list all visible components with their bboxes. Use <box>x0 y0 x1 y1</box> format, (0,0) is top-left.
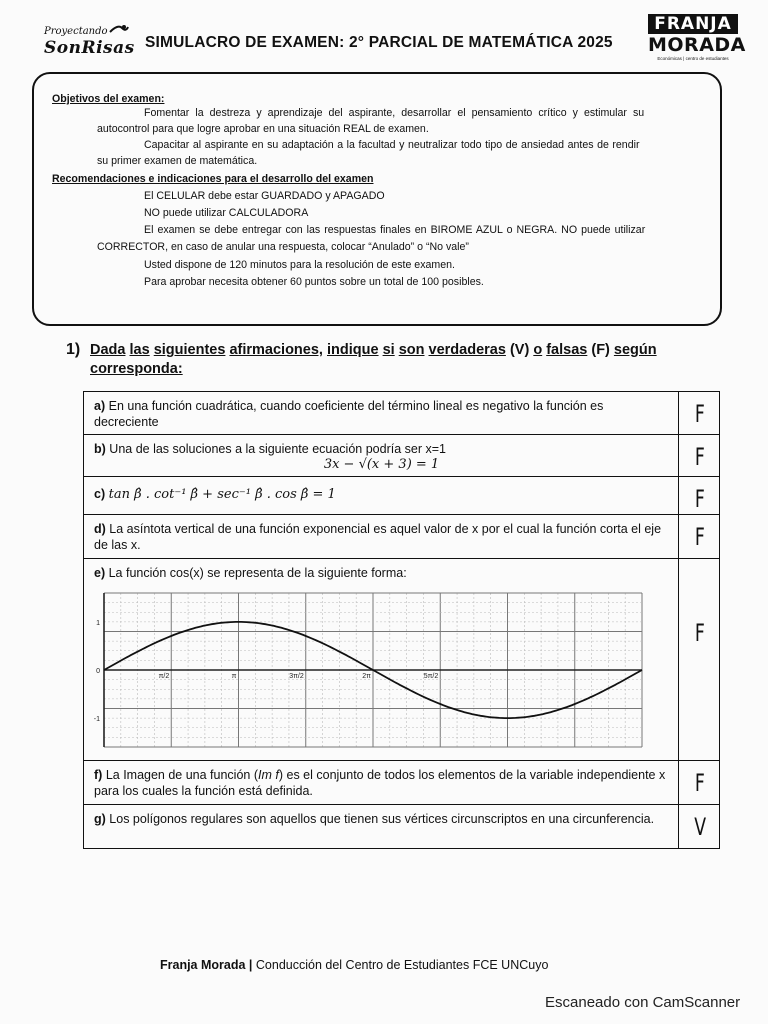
table-row-c <box>84 476 719 514</box>
statement-b: b) Una de las soluciones a la siguiente ecuación podría ser x=1 3x − √(x + 3) = 1 <box>84 435 679 476</box>
page-title: SIMULACRO DE EXAMEN: 2° PARCIAL DE MATEMÁTICA 2025 <box>145 34 613 51</box>
table-row-e <box>84 558 719 760</box>
equation-b: 3x − √(x + 3) = 1 <box>323 457 440 472</box>
smile-swirl-icon <box>108 24 130 43</box>
answer-d: F <box>695 523 705 551</box>
objective-2-line-1: Capacitar al aspirante en su adaptación a la facultad y neutralizar todo tipo de ansiedad antes de rendir <box>144 139 640 151</box>
answer-g: V <box>694 813 706 841</box>
table-row-a <box>84 392 719 434</box>
objective-1-line-1: Fomentar la destreza y aprendizaje del aspirante, desarrollar el pensamiento crítico y estimular su <box>144 107 645 119</box>
answer-c: F <box>695 485 705 513</box>
statement-c: c) tan β̂ . cot⁻¹ β̂ + sec⁻¹ β̂ . cos β̂ = 1 <box>84 477 679 514</box>
x-tick-label: 3π/2 <box>289 673 304 680</box>
question-prompt: Dada las siguientes afirmaciones, indique si son verdaderas (V) o falsas (F) según corresponda: <box>90 342 657 377</box>
question-number: 1) <box>66 341 81 358</box>
table-row-b <box>84 434 719 476</box>
recommendation-1: El CELULAR debe estar GUARDADO y APAGADO <box>144 190 385 202</box>
footer: Franja Morada | Conducción del Centro de Estudiantes FCE UNCuyo <box>160 958 549 972</box>
statement-e: e) La función cos(x) se representa de la siguiente forma: π/2 π 3π/2 2π 5π/2 1 0 -1 <box>84 559 679 760</box>
objective-2-line-2: su primer examen de matemática. <box>97 155 258 167</box>
recommendation-2: NO puede utilizar CALCULADORA <box>144 207 309 219</box>
x-tick-label: π <box>231 673 237 680</box>
recommendation-5: Para aprobar necesita obtener 60 puntos sobre un total de 100 posibles. <box>144 276 484 288</box>
answer-e: F <box>695 619 705 647</box>
cosine-graph <box>90 587 650 757</box>
x-tick-label: 5π/2 <box>423 673 439 680</box>
table-row-f <box>84 760 719 804</box>
answer-f: F <box>695 769 705 797</box>
objective-1-line-2: autocontrol para que logre aprobar en una situación REAL de examen. <box>97 123 429 135</box>
equation-c: tan β̂ . cot⁻¹ β̂ + sec⁻¹ β̂ . cos β̂ = 1 <box>108 487 336 502</box>
recommendation-3-line-2: CORRECTOR, en caso de anular una respuesta, colocar “Anulado” o “No vale” <box>97 241 469 253</box>
statement-g: g) Los polígonos regulares son aquellos que tienen sus vértices circunscriptos en una circunferencia. <box>84 805 679 848</box>
statements-table <box>83 391 720 849</box>
y-tick-label: 0 <box>96 668 100 675</box>
statement-a: a) En una función cuadrática, cuando coeficiente del término lineal es negativo la función es decreciente <box>84 392 679 434</box>
logo-proyectando-sonrisas: Proyectando SonRisas <box>44 26 135 58</box>
table-row-d <box>84 514 719 558</box>
answer-a: F <box>695 400 705 428</box>
table-row-g <box>84 804 719 848</box>
recommendations-heading: Recomendaciones e indicaciones para el desarrollo del examen <box>52 173 374 185</box>
statement-f: f) La Imagen de una función (Im f) es el conjunto de todos los elementos de la variable independiente x para los cuales la función está definida. <box>84 761 679 804</box>
answer-b: F <box>695 443 705 471</box>
x-tick-label: π/2 <box>158 673 170 680</box>
recommendation-4: Usted dispone de 120 minutos para la resolución de este examen. <box>144 259 455 271</box>
camscanner-watermark: Escaneado con CamScanner <box>545 994 741 1011</box>
logo-franja-morada: FRANJA MORADA Económicas | centro de estudiantes <box>648 14 746 61</box>
x-tick-label: 2π <box>362 673 371 680</box>
y-tick-label: -1 <box>93 716 100 724</box>
recommendation-3-line-1: El examen se debe entregar con las respuestas finales en BIROME AZUL o NEGRA. NO puede utilizar <box>144 224 646 236</box>
statement-d: d) La asíntota vertical de una función exponencial es aquel valor de x por el cual la función corta el eje de las x. <box>84 515 679 558</box>
objectives-heading: Objetivos del examen: <box>52 93 165 105</box>
y-tick-label: 1 <box>96 619 100 627</box>
